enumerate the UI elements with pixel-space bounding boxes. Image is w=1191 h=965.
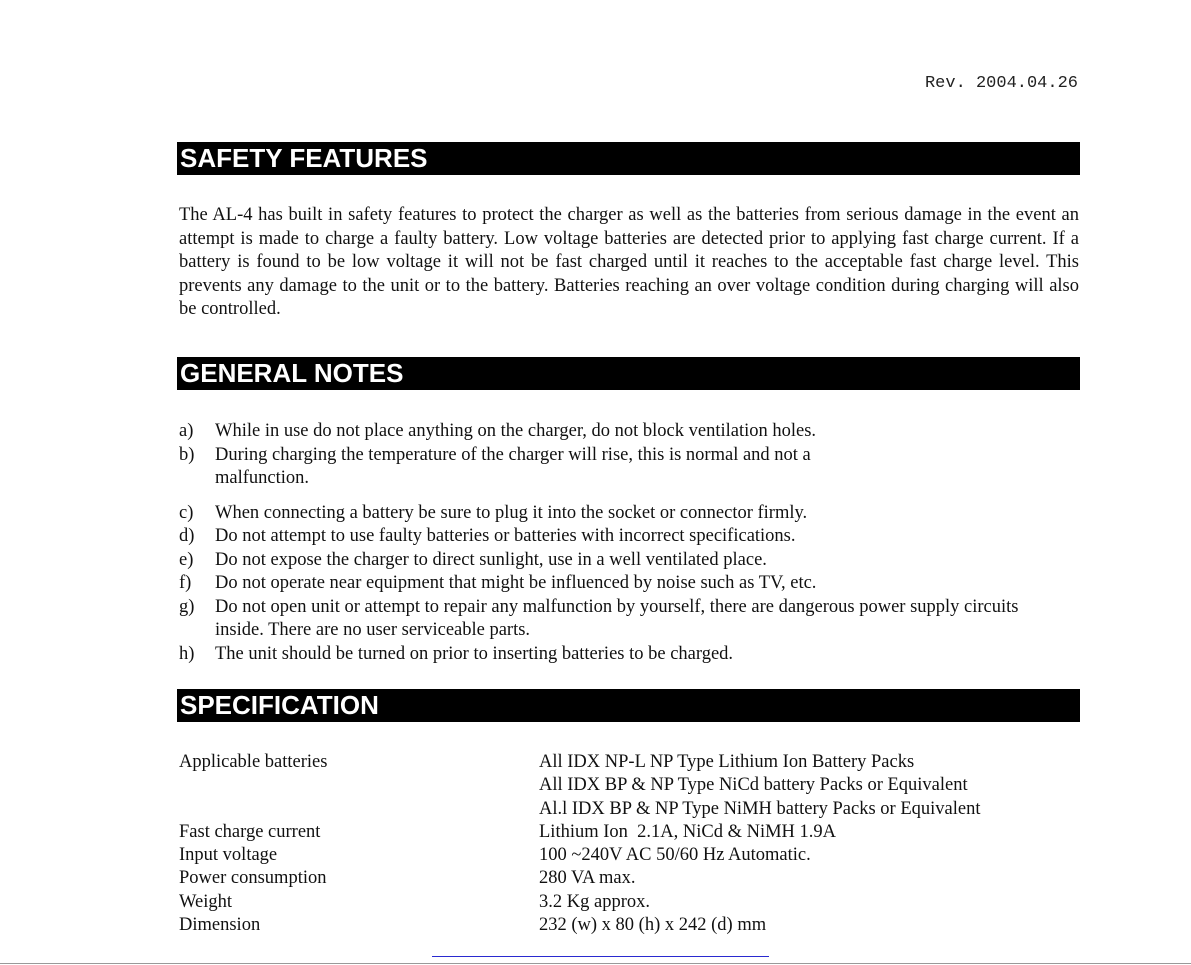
note-marker: b) xyxy=(179,444,195,465)
note-item xyxy=(179,549,1079,573)
note-text: When connecting a battery be sure to plug it into the socket or connector firmly. xyxy=(215,502,808,523)
note-marker: a) xyxy=(179,421,194,441)
spec-row-power-consumption xyxy=(179,867,1079,890)
spec-label: Dimension xyxy=(179,915,261,936)
spec-value: Lithium Ion 2.1A, NiCd & NiMH 1.9A xyxy=(539,821,837,842)
spec-label: Input voltage xyxy=(179,845,278,866)
note-text: Do not attempt to use faulty batteries or batteries with incorrect specifications. xyxy=(215,526,796,546)
spec-values xyxy=(539,914,1079,937)
spec-values xyxy=(539,821,1079,844)
note-item xyxy=(179,596,1079,643)
note-marker: g) xyxy=(179,596,195,617)
spec-value: All IDX BP & NP Type NiCd battery Packs or Equivalent xyxy=(539,775,968,796)
note-marker: e) xyxy=(179,549,194,570)
general-notes-list xyxy=(179,420,1079,666)
spec-label: Weight xyxy=(179,891,232,912)
specification-heading: SPECIFICATION xyxy=(177,689,1080,722)
spec-values xyxy=(539,891,1079,914)
spec-row-fast-charge-current xyxy=(179,821,1079,844)
spec-label: Applicable batteries xyxy=(179,752,328,772)
spec-values xyxy=(539,844,1079,867)
spec-label: Fast charge current xyxy=(179,821,321,842)
note-text: Do not open unit or attempt to repair any malfunction by yourself, there are dangerous power supply circuits inside. There are no user serviceable parts. xyxy=(215,596,1019,640)
spec-row-weight xyxy=(179,891,1079,914)
spec-value: 100 ~240V AC 50/60 Hz Automatic. xyxy=(539,845,811,866)
spec-value: 280 VA max. xyxy=(539,868,636,889)
note-text: The unit should be turned on prior to inserting batteries to be charged. xyxy=(215,643,734,664)
spec-label: Power consumption xyxy=(179,868,327,889)
note-text: During charging the temperature of the charger will rise, this is normal and not a malfunction. xyxy=(215,444,811,488)
spec-values xyxy=(539,751,1079,821)
note-item xyxy=(179,502,1079,526)
note-text: While in use do not place anything on the charger, do not block ventilation holes. xyxy=(215,421,817,441)
spec-values xyxy=(539,867,1079,890)
note-text: Do not expose the charger to direct sunlight, use in a well ventilated place. xyxy=(215,549,767,570)
safety-features-heading: SAFETY FEATURES xyxy=(177,142,1080,175)
note-item xyxy=(179,643,1079,667)
spec-value: 232 (w) x 80 (h) x 242 (d) mm xyxy=(539,915,767,936)
note-marker: h) xyxy=(179,643,195,664)
spec-value: All IDX NP-L NP Type Lithium Ion Battery Packs xyxy=(539,752,915,772)
spec-value: Al.l IDX BP & NP Type NiMH battery Packs or Equivalent xyxy=(539,798,981,819)
spec-row-applicable-batteries xyxy=(179,751,1079,821)
page-bottom-divider xyxy=(0,963,1191,964)
note-marker: c) xyxy=(179,502,194,523)
note-item xyxy=(179,572,1079,596)
note-marker: f) xyxy=(179,573,192,593)
spec-row-dimension xyxy=(179,914,1079,937)
note-item xyxy=(179,444,1079,491)
specification-table xyxy=(179,751,1079,937)
note-item xyxy=(179,525,1079,549)
note-marker: d) xyxy=(179,526,195,546)
spec-value: 3.2 Kg approx. xyxy=(539,891,650,912)
safety-features-text: The AL-4 has built in safety features to protect the charger as well as the batteries from serious damage in the event an attempt is made to charge a faulty battery. Low voltage batteries are detected prior to applying fast charge current. If a battery is found to be low voltage it will not be fast charged until it reaches to the acceptable fast charge level. This prevents any damage to the unit or to the battery. Batteries reaching an over voltage condition during charging will also be controlled. xyxy=(179,205,1079,319)
spec-row-input-voltage xyxy=(179,844,1079,867)
general-notes-heading: GENERAL NOTES xyxy=(177,357,1080,390)
note-text: Do not operate near equipment that might be influenced by noise such as TV, etc. xyxy=(215,573,817,593)
revision-date: Rev. 2004.04.26 xyxy=(924,74,1078,93)
footer-link-underline xyxy=(432,956,769,957)
note-item xyxy=(179,420,1079,444)
